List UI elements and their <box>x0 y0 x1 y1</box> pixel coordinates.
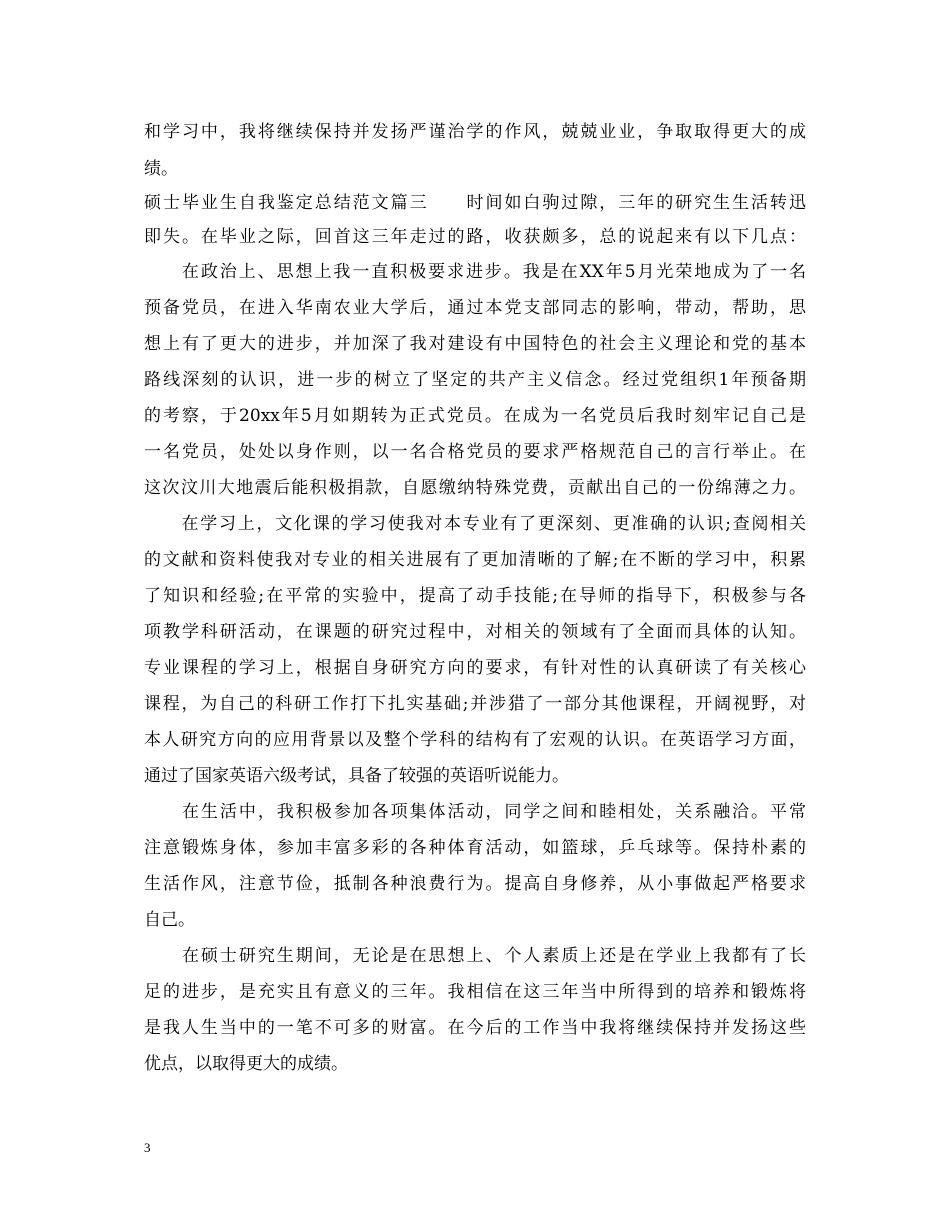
text-line: 在生活中，我积极参加各项集体活动，同学之间和睦相处，关系融洽。平常 <box>144 802 806 822</box>
text-line: 通过了国家英语六级考试，具备了较强的英语听说能力。 <box>144 766 569 786</box>
text-line: 硕士毕业生自我鉴定总结范文篇三 时间如白驹过隙，三年的研究生生活转迅 <box>144 193 806 213</box>
text-line: 想上有了更大的进步，并加深了我对建设有中国特色的社会主义理论和党的基本 <box>144 334 806 354</box>
text-line: 本人研究方向的应用背景以及整个学科的结构有了宏观的认识。在英语学习方面， <box>144 730 806 750</box>
text-line: 路线深刻的认识，进一步的树立了坚定的共产主义信念。经过党组织1年预备期 <box>144 370 806 390</box>
text-line: 预备党员，在进入华南农业大学后，通过本党支部同志的影响，带动，帮助，思 <box>144 298 806 318</box>
text-line: 了知识和经验;在平常的实验中，提高了动手技能;在导师的指导下，积极参与各 <box>144 586 806 606</box>
text-line: 生活作风，注意节俭，抵制各种浪费行为。提高自身修养，从小事做起严格要求 <box>144 874 806 894</box>
text-line: 是我人生当中的一笔不可多的财富。在今后的工作当中我将继续保持并发扬这些 <box>144 1018 806 1038</box>
text-line: 项教学科研活动，在课题的研究过程中，对相关的领域有了全面而具体的认知。 <box>144 622 806 642</box>
text-line: 注意锻炼身体，参加丰富多彩的各种体育活动，如篮球，乒乓球等。保持朴素的 <box>144 838 806 858</box>
text-line: 在政治上、思想上我一直积极要求进步。我是在XX年5月光荣地成为了一名 <box>144 262 806 282</box>
text-line: 这次汶川大地震后能积极捐款，自愿缴纳特殊党费，贡献出自己的一份绵薄之力。 <box>144 478 806 498</box>
text-line: 即失。在毕业之际，回首这三年走过的路，收获颇多，总的说起来有以下几点： <box>144 227 806 247</box>
text-line: 一名党员，处处以身作则，以一名合格党员的要求严格规范自己的言行举止。在 <box>144 442 806 462</box>
text-line: 专业课程的学习上，根据自身研究方向的要求，有针对性的认真研读了有关核心 <box>144 658 806 678</box>
text-line: 的考察，于20xx年5月如期转为正式党员。在成为一名党员后我时刻牢记自己是 <box>144 406 806 426</box>
text-line: 优点，以取得更大的成绩。 <box>144 1054 348 1074</box>
text-line: 绩。 <box>144 159 178 179</box>
text-line: 在学习上，文化课的学习使我对本专业有了更深刻、更准确的认识;查阅相关 <box>144 514 806 534</box>
text-line: 课程，为自己的科研工作打下扎实基础;并涉猎了一部分其他课程，开阔视野，对 <box>144 694 806 714</box>
text-line: 和学习中，我将继续保持并发扬严谨治学的作风，兢兢业业，争取取得更大的成 <box>144 122 806 142</box>
text-line: 自己。 <box>144 910 195 930</box>
text-line: 的文献和资料使我对专业的相关进展有了更加清晰的了解;在不断的学习中，积累 <box>144 550 806 570</box>
text-line: 足的进步，是充实且有意义的三年。我相信在这三年当中所得到的培养和锻炼将 <box>144 982 806 1002</box>
page-number: 3 <box>144 1140 151 1155</box>
text-line: 在硕士研究生期间，无论是在思想上、个人素质上还是在学业上我都有了长 <box>144 946 806 966</box>
